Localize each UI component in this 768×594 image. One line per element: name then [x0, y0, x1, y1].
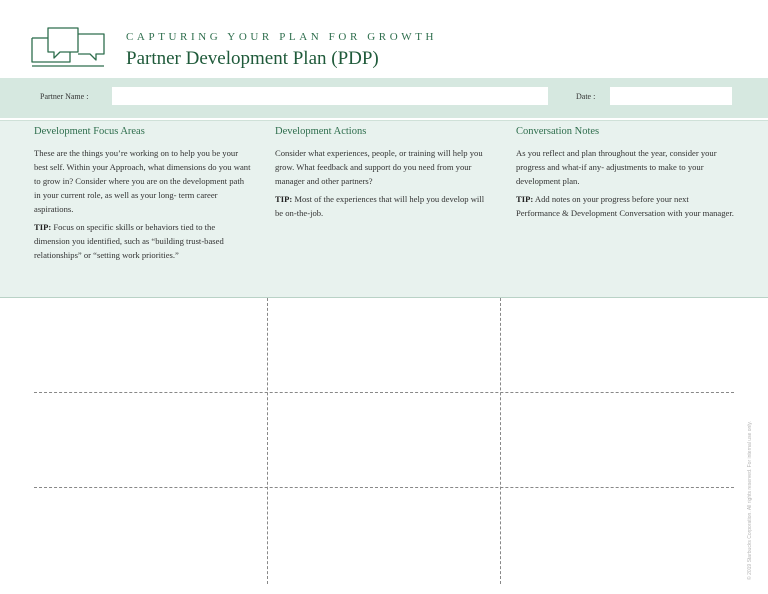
development-actions-heading: Development Actions [275, 126, 367, 137]
date-label: Date : [576, 92, 596, 101]
partner-name-label: Partner Name : [40, 92, 89, 101]
development-actions-column [275, 126, 493, 224]
conversation-notes-tip [516, 192, 734, 220]
tip-label: TIP: [275, 194, 293, 204]
page-title: Partner Development Plan (PDP) [126, 48, 379, 69]
copyright-notice: © 2019 Starbucks Corporation. All rights reserved. For internal use only. [747, 421, 753, 580]
grid-divider-vertical [500, 298, 501, 584]
grid-divider-vertical [267, 298, 268, 584]
conversation-notes-heading: Conversation Notes [516, 126, 600, 137]
development-actions-tip [275, 192, 493, 220]
focus-areas-heading: Development Focus Areas [34, 126, 145, 137]
tip-text: Focus on specific skills or behaviors tied to the dimension you identified, such as “building trust-based relationships” or “setting work priorities.” [34, 222, 224, 260]
focus-areas-text: These are the things you’re working on to help you be your best self. Within your Approach, what dimensions do you want to grow in? Consider where you are on the development path in your current role, as well as your long- term career aspirations. [34, 148, 251, 214]
partner-name-field[interactable] [112, 87, 548, 105]
focus-areas-column [34, 126, 252, 266]
tip-text: Add notes on your progress before your next Performance & Development Conversation with your manager. [516, 194, 734, 218]
tip-label: TIP: [516, 194, 534, 204]
chat-bubbles-logo-icon [30, 24, 106, 68]
date-field[interactable] [610, 87, 732, 105]
page-kicker: CAPTURING YOUR PLAN FOR GROWTH [126, 31, 438, 43]
focus-areas-tip [34, 220, 252, 262]
development-actions-text: Consider what experiences, people, or training will help you grow. What feedback and support do you need from your manager and other partners? [275, 148, 483, 186]
grid-divider-horizontal [34, 392, 734, 393]
grid-divider-horizontal [34, 487, 734, 488]
tip-text: Most of the experiences that will help you develop will be on-the-job. [275, 194, 485, 218]
tip-label: TIP: [34, 222, 52, 232]
conversation-notes-text: As you reflect and plan throughout the year, consider your progress and what-if any- adjustments to make to your development plan. [516, 148, 717, 186]
conversation-notes-column [516, 126, 734, 224]
